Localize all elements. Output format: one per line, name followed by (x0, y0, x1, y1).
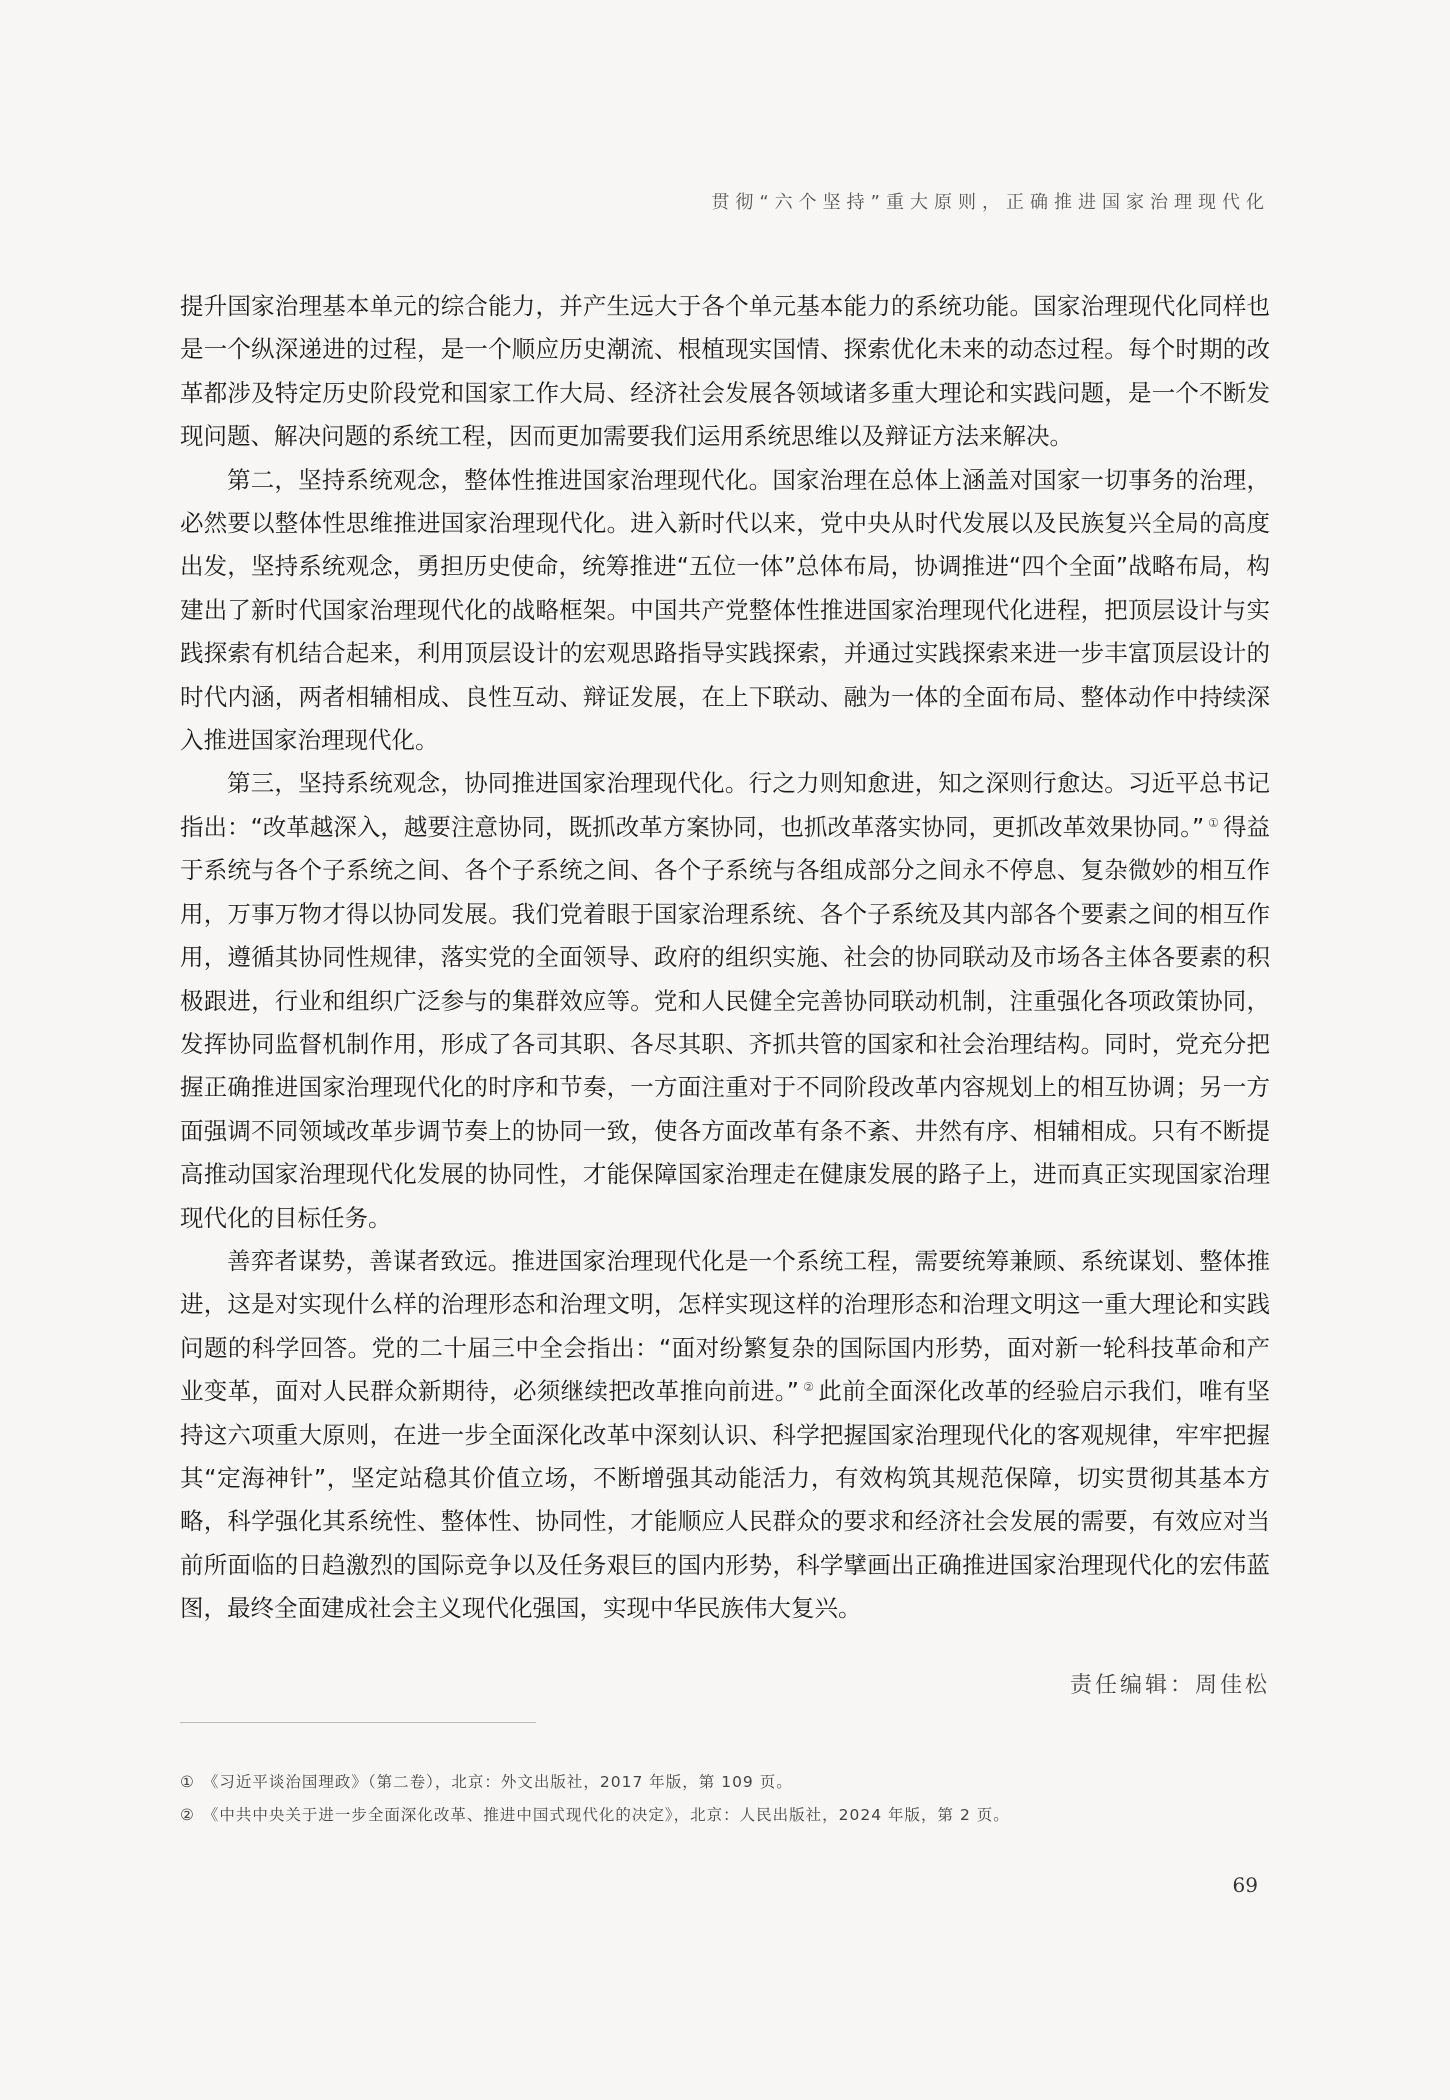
footnote-ref-2[interactable]: ② (802, 1380, 815, 1395)
footnote-text: 《中共中央关于进一步全面深化改革、推进中国式现代化的决定》，北京：人民出版社，2024 年版，第 2 页。 (202, 1806, 1010, 1824)
footnote-marker: ① (180, 1773, 195, 1791)
paragraph-3 (180, 762, 1270, 1239)
article-body (180, 285, 1270, 1631)
editor-credit: 责任编辑：周佳松 (1069, 1673, 1270, 1698)
footnote-2 (180, 1799, 1270, 1832)
footnote-marker: ② (180, 1806, 195, 1824)
paragraph-4 (180, 1240, 1270, 1631)
footnotes (180, 1766, 1270, 1832)
footnote-divider (180, 1722, 536, 1723)
paragraph-1: 提升国家治理基本单元的综合能力，并产生远大于各个单元基本能力的系统功能。国家治理现代化同样也是一个纵深递进的过程，是一个顺应历史潮流、根植现实国情、探索优化未来的动态过程。每个时期的改革都涉及特定历史阶段党和国家工作大局、经济社会发展各领域诸多重大理论和实践问题，是一个不断发现问题、解决问题的系统工程，因而更加需要我们运用系统思维以及辩证方法来解决。 (180, 292, 1270, 451)
running-header: 贯彻“六个坚持”重大原则，正确推进国家治理现代化 (711, 192, 1270, 213)
footnote-ref-1[interactable]: ① (1208, 815, 1219, 830)
paragraph-4-part-a: 善弈者谋势，善谋者致远。推进国家治理现代化是一个系统工程，需要统筹兼顾、系统谋划、整体推进，这是对实现什么样的治理形态和治理文明，怎样实现这样的治理形态和治理文明这一重大理论和实践问题的科学回答。党的二十届三中全会指出：“面对纷繁复杂的国际国内形势，面对新一轮科技革命和产业变革，面对人民群众新期待，必须继续把改革推向前进。” (180, 1246, 1270, 1406)
paragraph-3-part-a: 第三，坚持系统观念，协同推进国家治理现代化。行之力则知愈进，知之深则行愈达。习近平总书记指出：“改革越深入，越要注意协同，既抓改革方案协同，也抓改革落实协同，更抓改革效果协同。” (180, 769, 1270, 841)
footnote-1 (180, 1766, 1270, 1799)
paragraph-2: 第二，坚持系统观念，整体性推进国家治理现代化。国家治理在总体上涵盖对国家一切事务的治理，必然要以整体性思维推进国家治理现代化。进入新时代以来，党中央从时代发展以及民族复兴全局的高度出发，坚持系统观念，勇担历史使命，统筹推进“五位一体”总体布局，协调推进“四个全面”战略布局，构建出了新时代国家治理现代化的战略框架。中国共产党整体性推进国家治理现代化进程，把顶层设计与实践探索有机结合起来，利用顶层设计的宏观思路指导实践探索，并通过实践探索来进一步丰富顶层设计的时代内涵，两者相辅相成、良性互动、辩证发展，在上下联动、融为一体的全面布局、整体动作中持续深入推进国家治理现代化。 (180, 465, 1270, 755)
page-number: 69 (1232, 1873, 1258, 1897)
paragraph-3-part-b: 得益于系统与各个子系统之间、各个子系统之间、各个子系统与各组成部分之间永不停息、复杂微妙的相互作用，万事万物才得以协同发展。我们党着眼于国家治理系统、各个子系统及其内部各个要素之间的相互作用，遵循其协同性规律，落实党的全面领导、政府的组织实施、社会的协同联动及市场各主体各要素的积极跟进，行业和组织广泛参与的集群效应等。党和人民健全完善协同联动机制，注重强化各项政策协同，发挥协同监督机制作用，形成了各司其职、各尽其职、齐抓共管的国家和社会治理结构。同时，党充分把握正确推进国家治理现代化的时序和节奏，一方面注重对于不同阶段改革内容规划上的相互协调；另一方面强调不同领域改革步调节奏上的协同一致，使各方面改革有条不紊、井然有序、相辅相成。只有不断提高推动国家治理现代化发展的协同性，才能保障国家治理走在健康发展的路子上，进而真正实现国家治理现代化的目标任务。 (180, 812, 1270, 1232)
paragraph-4-part-b: 此前全面深化改革的经验启示我们，唯有坚持这六项重大原则，在进一步全面深化改革中深刻认识、科学把握国家治理现代化的客观规律，牢牢把握其“定海神针”，坚定站稳其价值立场，不断增强其动能活力，有效构筑其规范保障，切实贯彻其基本方略，科学强化其系统性、整体性、协同性，才能顺应人民群众的要求和经济社会发展的需要，有效应对当前所面临的日趋激烈的国际竞争以及任务艰巨的国内形势，科学擘画出正确推进国家治理现代化的宏伟蓝图，最终全面建成社会主义现代化强国，实现中华民族伟大复兴。 (180, 1377, 1270, 1623)
footnote-text: 《习近平谈治国理政》（第二卷），北京：外文出版社，2017 年版，第 109 页。 (202, 1773, 793, 1791)
